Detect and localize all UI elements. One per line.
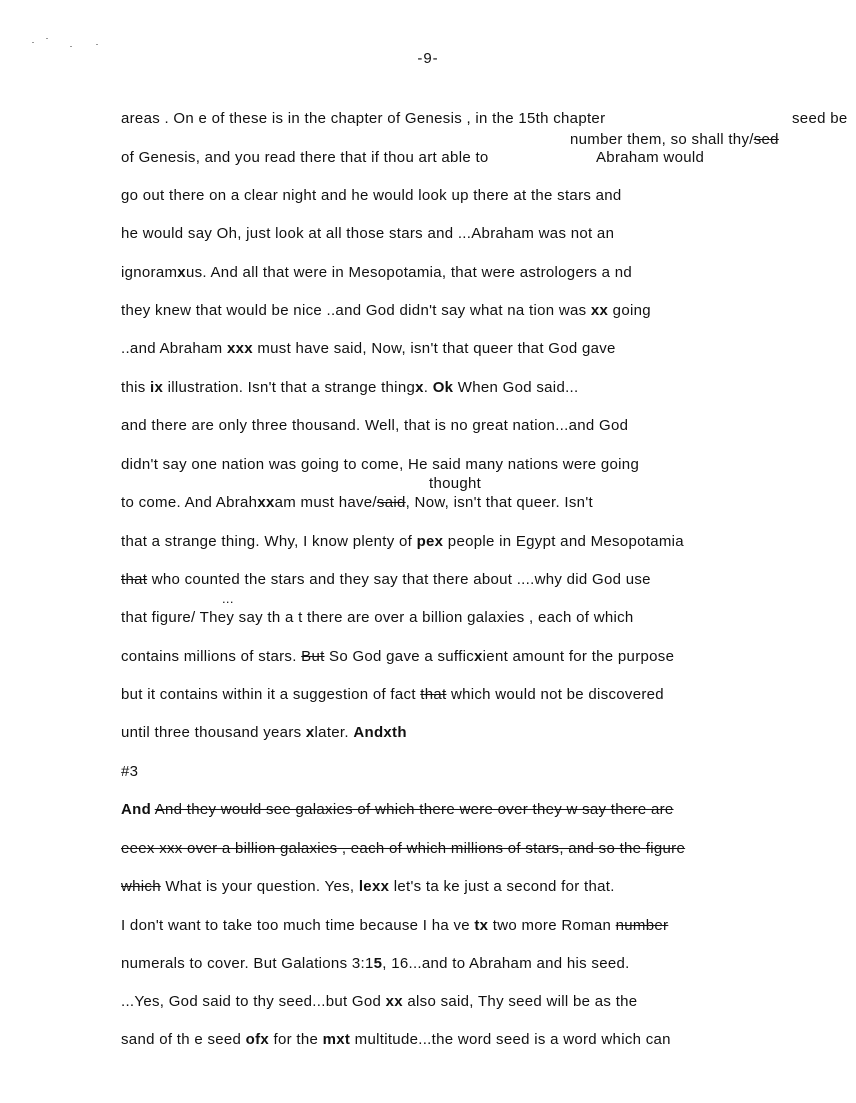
- overtyped-text: lexx: [358, 878, 390, 895]
- text-line-1: [121, 110, 821, 128]
- struck-text: said: [376, 494, 406, 511]
- line-text: When God said...: [453, 379, 579, 396]
- line-text: areas . On e of these is in the chapter of Genesis , in the 15th chapter: [121, 110, 606, 127]
- text-line-22: [121, 917, 821, 935]
- line-text: am must have/: [274, 494, 377, 511]
- text-line-14: [121, 609, 821, 627]
- text-line-21: [121, 878, 821, 896]
- overtyped-text: pex: [416, 533, 444, 550]
- text-line-2: [121, 149, 821, 167]
- line-text: go out there on a clear night and he would look up there at the stars and: [121, 187, 622, 204]
- line-text: sand of th e seed: [121, 1031, 246, 1048]
- overtyped-text: xx: [590, 302, 609, 319]
- insertion-abraham-would: Abraham would: [596, 149, 705, 166]
- text-line-18: [121, 763, 821, 781]
- text-line-12: [121, 533, 821, 551]
- text-line-9: [121, 417, 821, 435]
- struck-text: that: [420, 686, 447, 703]
- line-text: didn't say one nation was going to come, He said many nations were going: [121, 456, 640, 473]
- line-text: he would say Oh, just look at all those stars and ...Abraham was not an: [121, 225, 615, 242]
- overtyped-text: Ok: [432, 379, 454, 396]
- text-line-10: [121, 456, 821, 474]
- insertion-thought: thought: [429, 475, 482, 492]
- line-text: this: [121, 379, 151, 396]
- line-text: for the: [269, 1031, 323, 1048]
- struck-text: that: [121, 571, 148, 588]
- text-line-23: [121, 955, 821, 973]
- line-text: must have said, Now, isn't that queer that God gave: [252, 340, 616, 357]
- overtyped-text: xx: [385, 993, 403, 1010]
- line-text: that a strange thing. Why, I know plenty of: [121, 533, 417, 550]
- text-line-11: [121, 494, 821, 512]
- line-text: numerals to cover. But Galations 3:1: [121, 955, 374, 972]
- insertion-number-them: [570, 131, 779, 149]
- speck: [70, 46, 72, 47]
- line-text: ient amount for the purpose: [482, 648, 675, 665]
- line-text: , 16...and to Abraham and his seed.: [382, 955, 630, 972]
- text-line-15: [121, 648, 821, 666]
- overtyped-text: x: [305, 724, 315, 741]
- text-line-17: [121, 724, 821, 742]
- overtyped-text: 5: [373, 955, 383, 972]
- overtyped-text: ix: [150, 379, 164, 396]
- line-text: So God gave a suffic: [324, 648, 475, 665]
- line-text: which would not be discovered: [446, 686, 664, 703]
- line-text: two more Roman: [488, 917, 616, 934]
- line-text: contains millions of stars.: [121, 648, 302, 665]
- line-text: that figure/ They say th a t there are over a billion galaxies , each of which: [121, 609, 634, 626]
- overtyped-text: x: [415, 379, 424, 396]
- line-text: later.: [314, 724, 354, 741]
- text-line-3: [121, 187, 821, 205]
- struck-text: eeex xxx over a billion galaxies , each of which millions of stars, and so the figure: [121, 840, 686, 857]
- overtyped-text: Andxth: [353, 724, 407, 741]
- text-line-5: [121, 264, 821, 282]
- text-line-19: [121, 801, 821, 819]
- speck: [32, 42, 34, 43]
- line-text: What is your question. Yes,: [160, 878, 359, 895]
- overtyped-text: x: [177, 264, 186, 281]
- text-line-8: [121, 379, 821, 397]
- speck: [46, 38, 48, 39]
- line-text: I don't want to take too much time because I ha ve: [121, 917, 475, 934]
- overtyped-text: xxx: [226, 340, 253, 357]
- line-text: us. And all that were in Mesopotamia, that were astrologers a nd: [185, 264, 633, 281]
- insertion-number-them-strike: sed: [753, 131, 779, 148]
- line-text: illustration. Isn't that a strange thing: [163, 379, 416, 396]
- insertion-ellipsis: ...: [222, 591, 234, 606]
- struck-text: But: [301, 648, 325, 665]
- text-line-16: [121, 686, 821, 704]
- line-text: #3: [121, 763, 139, 780]
- line-text: who counted the stars and they say that there about ....why did God use: [147, 571, 651, 588]
- line-text: , Now, isn't that queer. Isn't: [405, 494, 593, 511]
- overtyped-text: xx: [257, 494, 275, 511]
- line-text: and there are only three thousand. Well, that is no great nation...and God: [121, 417, 629, 434]
- overtyped-text: tx: [474, 917, 489, 934]
- struck-text: number: [615, 917, 669, 934]
- line-text: .: [423, 379, 433, 396]
- text-line-7: [121, 340, 821, 358]
- insertion-number-them-text: number them, so shall thy/: [570, 131, 754, 148]
- line-text: ignoram: [121, 264, 178, 281]
- speck: [96, 44, 98, 45]
- line-text: ...Yes, God said to thy seed...but God: [121, 993, 386, 1010]
- overtyped-text: mxt: [322, 1031, 351, 1048]
- line-text: people in Egypt and Mesopotamia: [443, 533, 684, 550]
- line-text: until three thousand years: [121, 724, 306, 741]
- text-line-24: [121, 993, 821, 1011]
- text-line-4: [121, 225, 821, 243]
- overtyped-text: ofx: [245, 1031, 270, 1048]
- line-text: they knew that would be nice ..and God didn't say what na tion was: [121, 302, 591, 319]
- text-line-25: [121, 1031, 821, 1049]
- line-text: to come. And Abrah: [121, 494, 258, 511]
- struck-text: which: [121, 878, 161, 895]
- insertion-seed-be: seed be: [792, 110, 848, 127]
- line-text: let's ta ke just a second for that.: [389, 878, 615, 895]
- page-number: -9-: [417, 50, 439, 67]
- struck-text: And they would see galaxies of which there were over they w say there are: [154, 801, 674, 818]
- overtyped-text: And: [121, 801, 152, 818]
- line-text: of Genesis, and you read there that if thou art able to: [121, 149, 489, 166]
- line-text: also said, Thy seed will be as the: [402, 993, 638, 1010]
- line-text: ..and Abraham: [121, 340, 227, 357]
- text-line-20: [121, 840, 821, 858]
- text-line-6: [121, 302, 821, 320]
- line-text: but it contains within it a suggestion of fact: [121, 686, 421, 703]
- text-line-13: [121, 571, 821, 589]
- line-text: going: [608, 302, 651, 319]
- line-text: multitude...the word seed is a word which can: [350, 1031, 671, 1048]
- overtyped-text: x: [474, 648, 483, 665]
